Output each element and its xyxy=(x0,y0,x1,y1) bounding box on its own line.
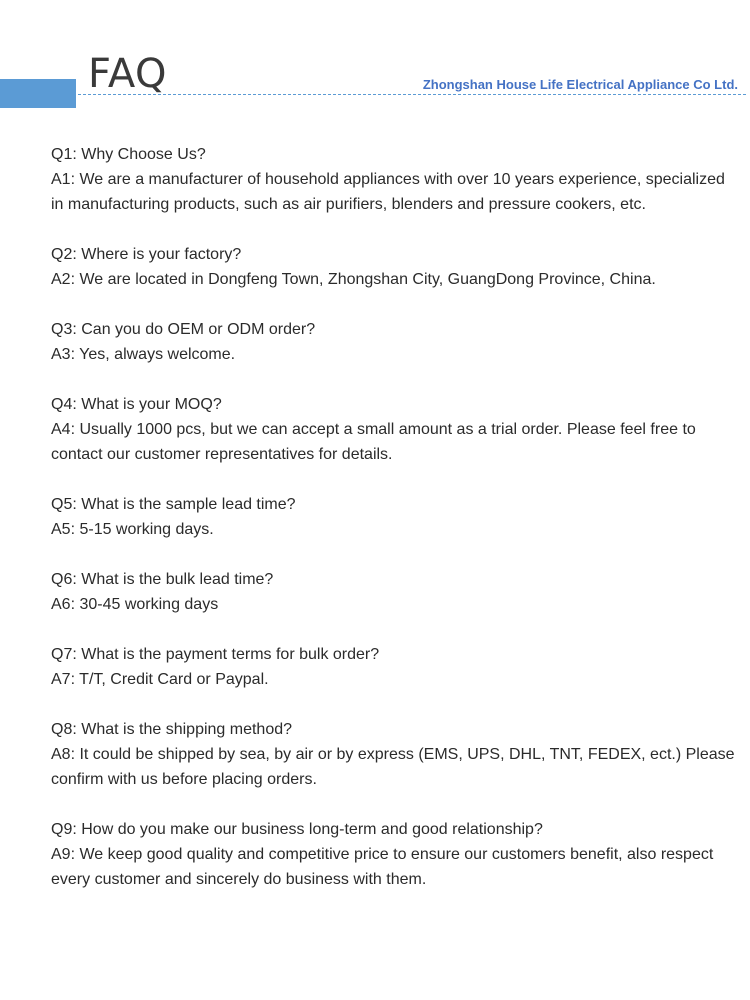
faq-question: Q3: Can you do OEM or ODM order? xyxy=(51,321,316,338)
faq-item-9 xyxy=(51,817,741,892)
faq-answer: A3: Yes, always welcome. xyxy=(51,346,236,363)
faq-question: Q7: What is the payment terms for bulk order? xyxy=(51,646,380,663)
faq-item-8 xyxy=(51,717,741,792)
faq-list xyxy=(51,142,741,917)
faq-item-1 xyxy=(51,142,741,217)
header-divider xyxy=(78,94,746,95)
faq-answer: A2: We are located in Dongfeng Town, Zhongshan City, GuangDong Province, China. xyxy=(51,271,656,288)
company-name: Zhongshan House Life Electrical Appliance Co Ltd. xyxy=(422,77,738,92)
faq-answer: A8: It could be shipped by sea, by air or by express (EMS, UPS, DHL, TNT, FEDEX, ect.) Please confirm with us before placing orders. xyxy=(51,746,735,788)
faq-question: Q2: Where is your factory? xyxy=(51,246,242,263)
faq-item-5 xyxy=(51,492,741,542)
faq-answer: A6: 30-45 working days xyxy=(51,596,219,613)
faq-item-6 xyxy=(51,567,741,617)
faq-answer: A5: 5-15 working days. xyxy=(51,521,214,538)
faq-question: Q9: How do you make our business long-term and good relationship? xyxy=(51,821,543,838)
faq-question: Q4: What is your MOQ? xyxy=(51,396,222,413)
faq-question: Q5: What is the sample lead time? xyxy=(51,496,296,513)
faq-question: Q8: What is the shipping method? xyxy=(51,721,293,738)
faq-answer: A9: We keep good quality and competitive price to ensure our customers benefit, also respect every customer and sincerely do business with them. xyxy=(51,846,714,888)
faq-item-7 xyxy=(51,642,741,692)
faq-answer: A7: T/T, Credit Card or Paypal. xyxy=(51,671,269,688)
faq-item-3 xyxy=(51,317,741,367)
page-title: FAQ xyxy=(88,51,167,97)
faq-question: Q1: Why Choose Us? xyxy=(51,146,206,163)
header-accent-bar xyxy=(0,79,76,108)
faq-item-2 xyxy=(51,242,741,292)
faq-item-4 xyxy=(51,392,741,467)
page-header xyxy=(0,0,750,120)
faq-answer: A4: Usually 1000 pcs, but we can accept a small amount as a trial order. Please feel free to contact our customer representatives for details. xyxy=(51,421,696,463)
faq-answer: A1: We are a manufacturer of household appliances with over 10 years experience, specialized in manufacturing products, such as air purifiers, blenders and pressure cookers, etc. xyxy=(51,171,725,213)
faq-question: Q6: What is the bulk lead time? xyxy=(51,571,274,588)
